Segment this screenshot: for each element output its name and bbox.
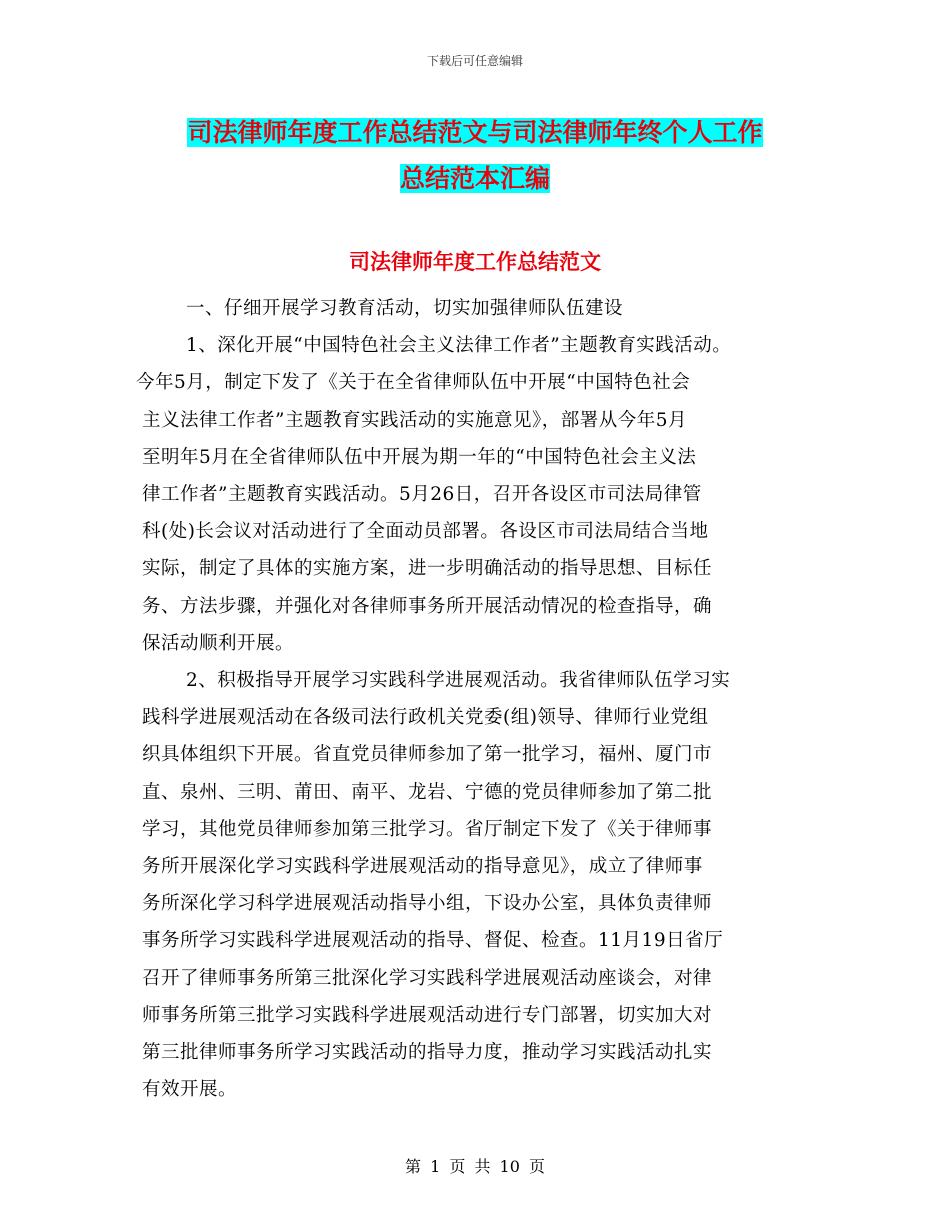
paragraph-2-line: 践科学进展观活动在各级司法行政机关党委(组)领导、律师行业党组 [142, 707, 709, 729]
document-body [136, 290, 822, 1108]
paragraph-2-line: 召开了律师事务所第三批深化学习实践科学进展观活动座谈会，对律 [142, 967, 713, 989]
paragraph-1-line: 律工作者”主题教育实践活动。5月26日，召开各设区市司法局律管 [142, 484, 702, 506]
page-header-note: 下载后可任意编辑 [426, 54, 523, 68]
paragraph-2-line: 直、泉州、三明、莆田、南平、龙岩、宁德的党员律师参加了第二批 [142, 781, 713, 803]
heading-1 [142, 290, 822, 327]
document-title [0, 110, 950, 202]
paragraph-1 [136, 327, 822, 662]
paragraph-2-line: 务所开展深化学习实践科学进展观活动的指导意见》，成立了律师事 [142, 856, 703, 878]
paragraph-2-line: 2、积极指导开展学习实践科学进展观活动。我省律师队伍学习实 [186, 670, 731, 692]
paragraph-1-line: 科(处)长会议对活动进行了全面动员部署。各设区市司法局结合当地 [142, 521, 709, 543]
paragraph-2-line: 有效开展。 [142, 1079, 238, 1101]
page-number-footer: 第 1 页 共 10 页 [405, 1157, 545, 1176]
paragraph-2-line: 师事务所第三批学习实践科学进展观活动进行专门部署，切实加大对 [142, 1004, 713, 1026]
paragraph-1-line: 主义法律工作者”主题教育实践活动的实施意见》，部署从今年5月 [142, 409, 687, 431]
paragraph-2-line: 务所深化学习科学进展观活动指导小组，下设办公室，具体负责律师 [142, 893, 713, 915]
paragraph-1-line: 至明年5月在全省律师队伍中开展为期一年的“中国特色社会主义法 [142, 446, 697, 468]
paragraph-1-line: 保活动顺利开展。 [142, 632, 295, 654]
paragraph-2-line: 织具体组织下开展。省直党员律师参加了第一批学习，福州、厦门市 [142, 744, 713, 766]
paragraph-2-line: 第三批律师事务所学习实践活动的指导力度，推动学习实践活动扎实 [142, 1042, 713, 1064]
paragraph-2 [142, 662, 822, 1108]
paragraph-1-line: 今年5月，制定下发了《关于在全省律师队伍中开展“中国特色社会 [136, 372, 691, 394]
document-title-line-2: 总结范本汇编 [399, 164, 550, 193]
document-title-line-1: 司法律师年度工作总结范文与司法律师年终个人工作 [187, 118, 763, 147]
section-title: 司法律师年度工作总结范文 [349, 250, 601, 274]
heading-1-text: 一、仔细开展学习教育活动，切实加强律师队伍建设 [186, 298, 624, 319]
paragraph-2-line: 学习，其他党员律师参加第三批学习。省厅制定下发了《关于律师事 [142, 818, 713, 840]
paragraph-1-line: 1、深化开展“中国特色社会主义法律工作者”主题教育实践活动。 [186, 335, 732, 357]
paragraph-1-line: 务、方法步骤，并强化对各律师事务所开展活动情况的检查指导，确 [142, 595, 713, 617]
paragraph-2-line: 事务所学习实践科学进展观活动的指导、督促、检查。11月19日省厅 [142, 930, 724, 952]
paragraph-1-line: 实际，制定了具体的实施方案，进一步明确活动的指导思想、目标任 [142, 558, 713, 580]
